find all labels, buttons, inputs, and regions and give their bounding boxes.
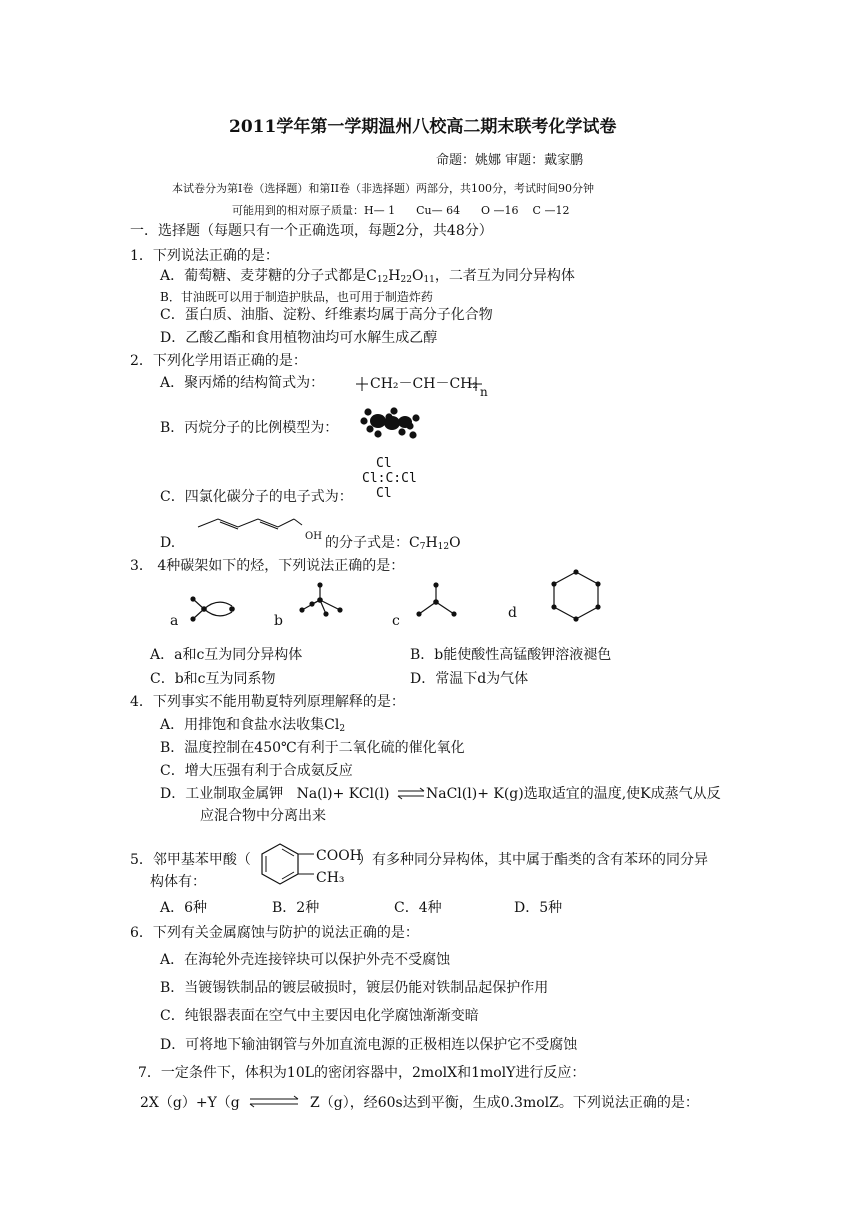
q2-d-oh-label: OH <box>305 531 322 542</box>
q4-option-c: C．增大压强有利于合成氨反应 <box>160 763 353 779</box>
q3-option-d: D．常温下d为气体 <box>410 671 529 687</box>
q3-label-c: c <box>392 613 400 629</box>
o-toluic-acid-benzene-ring-icon <box>256 841 318 887</box>
q5-stem-continued: ）有多种同分异构体，其中属于酯类的含有苯环的同分异 <box>358 852 708 868</box>
q6-stem: 6．下列有关金属腐蚀与防护的说法正确的是： <box>130 925 419 941</box>
q3-label-a: a <box>170 613 179 629</box>
q5-option-b: B．2种 <box>272 900 320 916</box>
q2-option-d-label: D. <box>160 535 176 551</box>
q1-stem: 1．下列说法正确的是： <box>130 248 279 264</box>
section-heading: 一．选择题（每题只有一个正确选项，每题2分，共48分） <box>130 223 493 239</box>
q4-stem: 4．下列事实不能用勒夏特列原理解释的是： <box>130 694 405 710</box>
exam-title: 2011学年第一学期温州八校高二期末联考化学试卷 <box>229 117 617 137</box>
q3-label-d: d <box>508 605 517 621</box>
carbon-skeleton-b-icon <box>296 582 346 618</box>
q2-option-c: C．四氯化碳分子的电子式为： <box>160 489 353 505</box>
carbon-skeleton-a-icon <box>190 594 240 624</box>
q1-option-a: A．葡萄糖、麦芽糖的分子式都是$C_{12}H_{22}O_{11}$，二者互为同分异构体 <box>160 268 575 285</box>
q2-d-formula: 的分子式是：$C_7H_{12}O$ <box>325 535 461 552</box>
ccl4-middle-row: Cl:C:Cl <box>362 471 417 486</box>
q5-option-a: A．6种 <box>160 900 208 916</box>
q2-option-b: B．丙烷分子的比例模型为： <box>160 420 339 436</box>
q7-equation: 2X（g）+Y（g <box>140 1095 240 1111</box>
carbon-skeleton-c-icon <box>414 582 458 622</box>
q5-option-d: D．5种 <box>514 900 563 916</box>
q1-option-b: B．甘油既可以用于制造护肤品，也可用于制造炸药 <box>160 290 433 304</box>
q4-option-a: A．用排饱和食盐水法收集$Cl_2$ <box>160 717 346 734</box>
ccl4-bottom-cl: Cl <box>376 486 392 501</box>
q2-stem: 2．下列化学用语正确的是： <box>130 353 307 369</box>
q5-option-c: C．4种 <box>394 900 442 916</box>
ccl4-top-cl: Cl <box>376 456 392 471</box>
heptadienol-skeletal-formula-icon <box>196 513 306 537</box>
q6-option-c: C．纯银器表面在空气中主要因电化学腐蚀渐渐变暗 <box>160 1008 479 1024</box>
q5-cooh-label: COOH <box>316 848 362 864</box>
q3-option-a: A．a和c互为同分异构体 <box>150 647 303 663</box>
q3-label-b: b <box>274 613 283 629</box>
q2-a-formula: CH₂－CH－CH₂ <box>370 376 478 392</box>
q3-option-c: C．b和c互为同系物 <box>150 671 276 687</box>
exam-note-atomic-mass: 可能用到的相对原子质量：H— 1 Cu— 64 O —16 C —12 <box>232 204 570 217</box>
q4-option-b: B．温度控制在450℃有利于二氧化硫的催化氧化 <box>160 740 465 756</box>
q6-option-b: B．当镀锡铁制品的镀层破损时，镀层仍能对铁制品起保护作用 <box>160 980 549 996</box>
exam-authors: 命题：姚娜 审题：戴家鹏 <box>436 153 584 168</box>
q4-option-d-continued: NaCl(l)+ K(g)选取适宜的温度,使K成蒸气从反 <box>426 786 721 802</box>
carbon-skeleton-d-hexagon-icon <box>548 568 604 622</box>
q1-option-d: D．乙酸乙酯和食用植物油均可水解生成乙醇 <box>160 330 438 346</box>
q2-option-a: A．聚丙烯的结构简式为： <box>160 375 325 391</box>
q6-option-d: D．可将地下输油钢管与外加直流电源的正极相连以保护它不受腐蚀 <box>160 1037 578 1053</box>
q5-stem: 5．邻甲基苯甲酸（ <box>130 852 251 868</box>
exam-note-duration: 本试卷分为第I卷（选择题）和第II卷（非选择题）两部分，共100分，考试时间90分钟 <box>172 182 595 195</box>
q2-a-repeat-n: n <box>480 385 488 399</box>
q3-option-b: B．b能使酸性高锰酸钾溶液褪色 <box>410 647 612 663</box>
q5-stem-wrap: 构体有： <box>150 874 206 890</box>
equilibrium-arrow-icon <box>396 786 426 802</box>
q6-option-a: A．在海轮外壳连接锌块可以保护外壳不受腐蚀 <box>160 952 451 968</box>
q5-ch3-label: CH₃ <box>316 870 345 886</box>
q7-stem: 7．一定条件下，体积为10L的密闭容器中，2molX和1molY进行反应： <box>138 1065 586 1081</box>
q3-stem: 3． 4种碳架如下的烃，下列说法正确的是： <box>130 558 405 574</box>
q1-option-c: C．蛋白质、油脂、淀粉、纤维素均属于高分子化合物 <box>160 307 493 323</box>
q4-option-d: D．工业制取金属钾 Na(l)+ KCl(l) <box>160 786 390 802</box>
q7-equilibrium-arrow-icon <box>248 1094 300 1110</box>
propane-space-filling-model-icon <box>358 404 424 440</box>
q4-option-d-wrap: 应混合物中分离出来 <box>200 808 326 824</box>
q7-equation-continued: Z（g），经60s达到平衡，生成0.3molZ。下列说法正确的是： <box>310 1095 699 1111</box>
